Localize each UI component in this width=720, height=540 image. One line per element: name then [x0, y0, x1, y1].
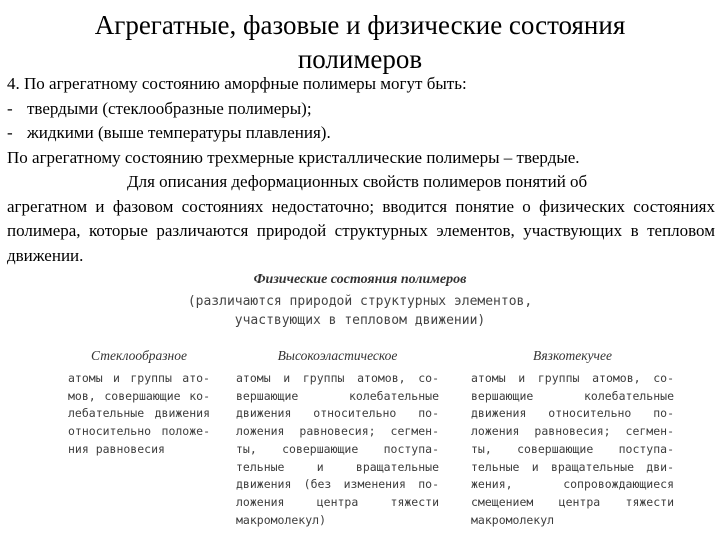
column-line: ложения равновесия; сегмен-	[236, 424, 439, 439]
column-line: движения относительно по-	[236, 406, 439, 421]
column-line: ложения центра тяжести	[236, 494, 439, 509]
column-line: ния равновесия	[68, 441, 165, 456]
column-body	[236, 370, 439, 529]
column-line: атомы и группы атомов, со-	[236, 371, 439, 385]
figure-subtitle-line-1: (различаются природой структурных элементов,	[187, 294, 533, 309]
figure-subtitle-line-2: участвующих в тепловом движении)	[234, 313, 486, 328]
column-line: смещением центра тяжести	[471, 494, 674, 509]
column-line: тельные и вращательные	[236, 459, 439, 474]
column-line: макромолекул)	[236, 512, 327, 527]
state-column-viscous-flow	[471, 348, 674, 529]
column-heading: Высокоэластическое	[277, 348, 398, 363]
column-body	[68, 370, 210, 459]
list-item-liquid-text: жидкими (выше температуры плавления).	[27, 123, 331, 142]
column-line: движения относительно по-	[471, 406, 674, 421]
list-item-solid-text: твердыми (стеклообразные полимеры);	[27, 98, 312, 118]
column-line: мов, совершающие ко-	[68, 388, 210, 403]
title-line-2: полимеров	[297, 44, 423, 74]
list-item-liquid	[7, 121, 715, 146]
column-line: атомы и группы ато-	[68, 371, 210, 385]
title-line-1: Агрегатные, фазовые и физические состояния	[94, 10, 626, 40]
column-line: атомы и группы атомов, со-	[471, 371, 674, 385]
figure-subtitle	[0, 292, 720, 330]
column-line: ты, совершающие поступа-	[236, 441, 439, 456]
column-body	[471, 370, 674, 529]
column-line: относительно положе-	[68, 424, 210, 439]
column-line: ты, совершающие поступа-	[471, 441, 674, 456]
state-column-highly-elastic	[236, 348, 439, 529]
body-text	[7, 72, 715, 268]
column-line: вершающие колебательные	[236, 388, 439, 403]
column-heading: Вязкотекучее	[533, 348, 612, 363]
paragraph-aggregate-crystalline: По агрегатному состоянию трехмерные кристаллические полимеры – твердые.	[7, 147, 580, 167]
list-item-solid	[7, 97, 715, 122]
column-line: тельные и вращательные дви-	[471, 459, 674, 474]
figure-title: Физические состояния полимеров	[253, 272, 467, 287]
column-line: ложения равновесия; сегмен-	[471, 424, 674, 439]
column-line: движения (без изменения по-	[236, 477, 439, 492]
state-column-glassy	[68, 348, 210, 459]
paragraph-deformation-line-1: Для описания деформационных свойств полимеров понятий об	[127, 172, 588, 191]
list-dash: -	[7, 98, 13, 118]
paragraph-deformation-rest: агрегатном и фазовом состояниях недостаточно; вводится понятие о физических состояниях полимера, которые различаются природой структурных элементов, участвующих в тепловом движении.	[7, 196, 715, 265]
column-line: вершающие колебательные	[471, 388, 674, 403]
physical-states-figure	[0, 270, 720, 540]
column-line: жения, сопровождающиеся	[471, 477, 674, 492]
paragraph-aggregate-amorphous: 4. По агрегатному состоянию аморфные полимеры могут быть:	[7, 74, 467, 93]
column-line: макромолекул	[471, 512, 555, 527]
column-heading: Стеклообразное	[91, 348, 187, 363]
slide-title	[40, 8, 680, 76]
column-line: лебательные движения	[68, 406, 210, 421]
list-dash: -	[7, 123, 13, 142]
